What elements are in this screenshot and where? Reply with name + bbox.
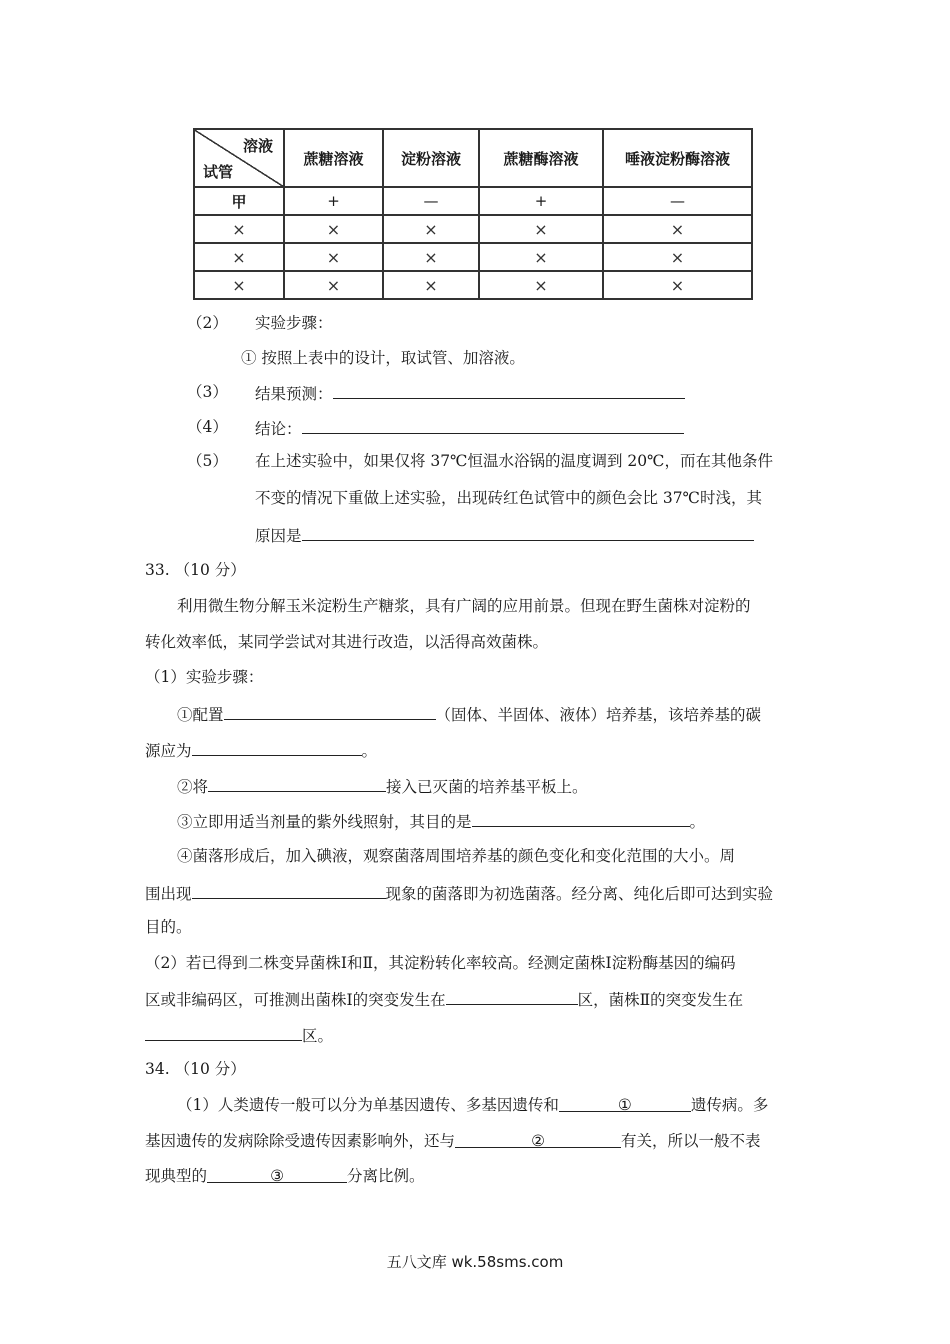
- blank-marker: ①: [617, 1096, 632, 1114]
- q33-step-a-cont: [145, 739, 377, 761]
- q32-part5-line1: 在上述实验中，如果仅将 37℃恒温水浴锅的温度调到 20℃，而在其他条件: [255, 452, 773, 470]
- table-header-cell: 淀粉溶液: [383, 129, 479, 187]
- table-corner-cell: [194, 129, 284, 187]
- answer-blank[interactable]: [472, 810, 690, 827]
- q33-heading: 33. （10 分）: [145, 561, 246, 579]
- corner-bottom-label: 试管: [203, 163, 234, 181]
- table-cell: ×: [284, 215, 383, 243]
- q33-part2-line1: （2）若已得到二株变异菌株Ⅰ和Ⅱ，其淀粉转化率较高。经测定菌株Ⅰ淀粉酶基因的编码: [145, 954, 736, 972]
- table-cell: —: [603, 187, 752, 215]
- q34-heading: 34. （10 分）: [145, 1060, 246, 1078]
- q33-part2-line3: [145, 1024, 333, 1046]
- table-cell: ×: [194, 215, 284, 243]
- answer-blank[interactable]: [224, 703, 436, 720]
- q34-line3-rest: 分离比例。: [347, 1167, 425, 1185]
- table-cell: ×: [194, 243, 284, 271]
- q32-part4-label: 结论：: [255, 420, 302, 438]
- table-cell: —: [383, 187, 479, 215]
- table-row: [194, 215, 752, 243]
- table-cell: ×: [383, 271, 479, 299]
- table-cell: +: [284, 187, 383, 215]
- q33-part2-line2: [145, 988, 743, 1010]
- table-header-row: [194, 129, 752, 187]
- answer-blank[interactable]: [559, 1095, 691, 1112]
- table-cell: +: [479, 187, 603, 215]
- answer-blank[interactable]: [302, 524, 754, 541]
- q32-part2-number: （2）: [187, 314, 228, 332]
- q33-intro-line2: 转化效率低，某同学尝试对其进行改造，以活得高效菌株。: [145, 633, 549, 651]
- answer-blank[interactable]: [446, 988, 578, 1005]
- q34-line2-label: 基因遗传的发病除除受遗传因素影响外，还与: [145, 1132, 456, 1150]
- q34-line1-rest: 遗传病。多: [690, 1096, 769, 1114]
- q32-part5-number: （5）: [187, 452, 228, 470]
- corner-top-label: 溶液: [242, 137, 273, 155]
- table-row: [194, 271, 752, 299]
- q32-part4-text: [255, 417, 684, 439]
- blank-marker: ③: [270, 1167, 284, 1185]
- q33-step-b-rest: 接入已灭菌的培养基平板上。: [386, 778, 588, 796]
- q33-step-c: [177, 810, 705, 832]
- table-row: [194, 243, 752, 271]
- q32-part5-line3: [255, 524, 754, 546]
- table-cell: ×: [383, 243, 479, 271]
- answer-blank[interactable]: [192, 882, 386, 899]
- blank-marker: ②: [531, 1132, 545, 1150]
- experiment-table: [193, 128, 753, 300]
- q33-step-d-line3: 目的。: [145, 918, 192, 936]
- q33-step-a-rest: （固体、半固体、液体）培养基，该培养基的碳: [435, 706, 762, 724]
- q34-line2: [145, 1131, 761, 1151]
- q32-part4-number: （4）: [187, 418, 228, 436]
- table-cell: ×: [284, 243, 383, 271]
- answer-blank[interactable]: [192, 739, 362, 756]
- q32-part3-text: [255, 382, 685, 404]
- q34-line1-label: （1）人类遗传一般可以分为单基因遗传、多基因遗传和: [177, 1096, 559, 1114]
- q32-part5-line2: 不变的情况下重做上述实验，出现砖红色试管中的颜色会比 37℃时浅，其: [255, 489, 762, 507]
- q32-part3-label: 结果预测：: [255, 385, 333, 403]
- answer-blank[interactable]: [208, 775, 386, 792]
- q33-step-d-line2: [145, 882, 773, 904]
- table-cell: ×: [284, 271, 383, 299]
- q34-line2-rest: 有关，所以一般不表: [621, 1132, 761, 1150]
- q33-part2-label-a: 区或非编码区，可推测出菌株Ⅰ的突变发生在: [145, 991, 446, 1009]
- q33-part1-heading: （1）实验步骤：: [145, 668, 264, 686]
- q33-step-d-label: 围出现: [145, 885, 192, 903]
- q34-line3: [145, 1166, 425, 1186]
- q33-step-a-end: 。: [361, 742, 378, 760]
- table-cell: 甲: [194, 187, 284, 215]
- table-cell: ×: [383, 215, 479, 243]
- page-footer: 五八文库 wk.58sms.com: [386, 1253, 564, 1271]
- q32-part5-label: 原因是: [255, 527, 302, 545]
- answer-blank[interactable]: [333, 382, 685, 399]
- table-cell: ×: [479, 271, 603, 299]
- q33-intro-line1: 利用微生物分解玉米淀粉生产糖浆，具有广阔的应用前景。但现在野生菌株对淀粉的: [177, 597, 751, 615]
- q33-step-d-line1: ④菌落形成后，加入碘液，观察菌落周围培养基的颜色变化和变化范围的大小。周: [177, 847, 736, 865]
- q33-step-b-label: ②将: [177, 778, 209, 796]
- q32-step1-text: ① 按照上表中的设计，取试管、加溶液。: [241, 349, 525, 367]
- table-cell: ×: [603, 243, 752, 271]
- q34-line3-label: 现典型的: [145, 1167, 208, 1185]
- q33-step-c-end: 。: [689, 813, 706, 831]
- answer-blank[interactable]: [455, 1131, 621, 1148]
- table-header-cell: 蔗糖酶溶液: [479, 129, 603, 187]
- q33-step-b: [177, 775, 588, 797]
- q33-part2-label-b: 区，菌株Ⅱ的突变发生在: [577, 991, 744, 1009]
- q33-step-c-label: ③立即用适当剂量的紫外线照射，其目的是: [177, 813, 472, 831]
- answer-blank[interactable]: [207, 1166, 347, 1183]
- q33-step-a: [177, 703, 761, 725]
- table-cell: ×: [603, 271, 752, 299]
- q33-step-d-rest: 现象的菌落即为初选菌落。经分离、纯化后即可达到实验: [385, 885, 774, 903]
- q33-step-a-cont-label: 源应为: [145, 742, 192, 760]
- answer-blank[interactable]: [302, 417, 684, 434]
- table-cell: ×: [479, 215, 603, 243]
- q32-part2-text: 实验步骤：: [255, 314, 333, 332]
- table-row: [194, 187, 752, 215]
- q32-part3-number: （3）: [187, 383, 228, 401]
- q33-part2-end: 区。: [302, 1027, 334, 1045]
- q34-line1: [177, 1095, 768, 1115]
- table-header-cell: 蔗糖溶液: [284, 129, 383, 187]
- q33-step-a-label: ①配置: [177, 706, 224, 724]
- table-cell: ×: [603, 215, 752, 243]
- table-header-cell: 唾液淀粉酶溶液: [603, 129, 752, 187]
- table-cell: ×: [194, 271, 284, 299]
- answer-blank[interactable]: [145, 1024, 302, 1041]
- table-cell: ×: [479, 243, 603, 271]
